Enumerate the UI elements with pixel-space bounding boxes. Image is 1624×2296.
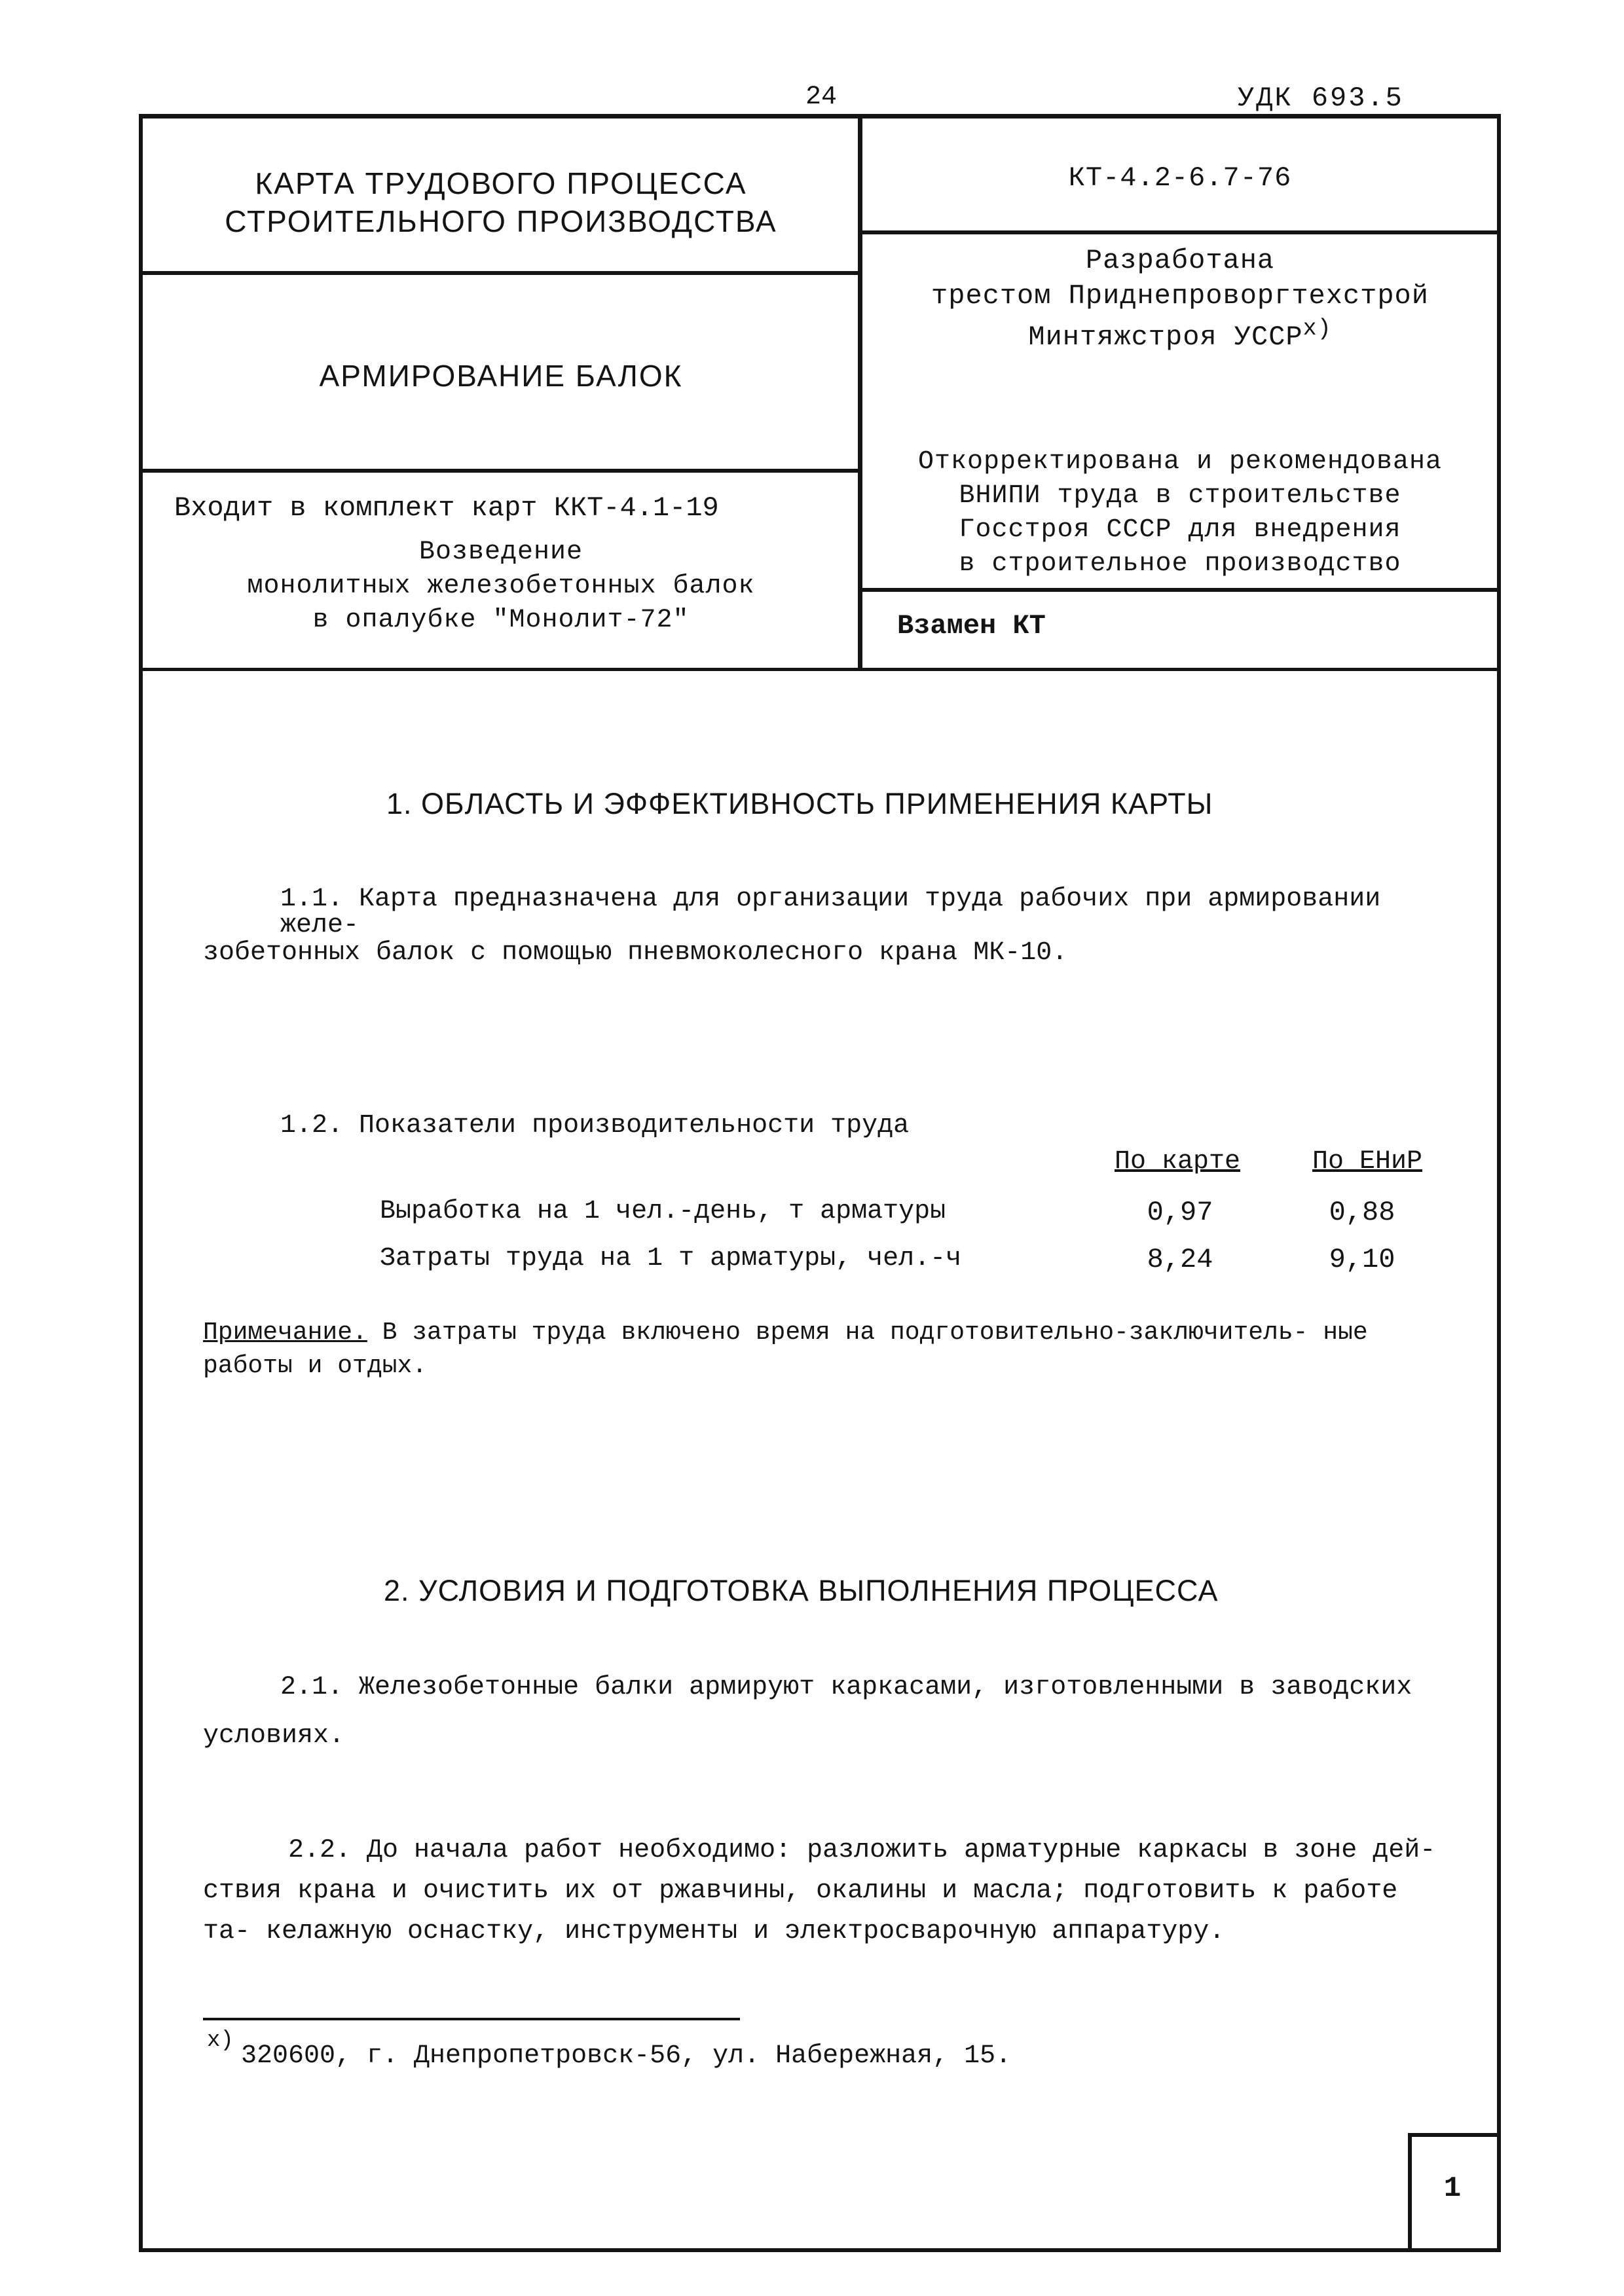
card-code: КТ-4.2-6.7-76	[1068, 162, 1292, 194]
indicator-value-enir: 0,88	[1329, 1197, 1395, 1228]
header-bottom-divider	[139, 668, 1501, 671]
paragraph-1-1: 1.1. Карта предназначена для организации труда рабочих при армировании желе-	[280, 884, 1381, 940]
card-title	[144, 165, 858, 240]
developer-line	[862, 314, 1498, 355]
footnote-reference: x)	[1302, 315, 1332, 342]
paragraph-1-1-continuation: зобетонных балок с помощью пневмоколесного крана МК-10.	[203, 938, 1068, 968]
header-divider	[858, 230, 1500, 234]
frame-top-border	[139, 114, 1501, 118]
work-title: АРМИРОВАНИЕ БАЛОК	[319, 359, 683, 393]
paragraph-1-2: 1.2. Показатели производительности труда	[280, 1111, 910, 1140]
set-desc-line: Возведение	[418, 538, 583, 567]
header-divider	[139, 469, 859, 473]
set-desc-line: в опалубке "Монолит-72"	[312, 606, 690, 635]
card-set-line: Входит в комплект карт ККТ-4.1-19	[174, 492, 719, 524]
note-text: В затраты труда включено время на подготовительно-заключитель- ные работы и отдых.	[203, 1319, 1368, 1381]
card-title-line: СТРОИТЕЛЬНОГО ПРОИЗВОДСТВА	[225, 204, 777, 238]
card-set-description	[144, 536, 858, 638]
correction-line: Госстроя СССР для внедрения	[959, 515, 1401, 545]
udc-code: УДК 693.5	[1238, 82, 1404, 114]
indicator-value-enir: 9,10	[1329, 1244, 1395, 1275]
paragraph-2-2: 2.2. До начала работ необходимо: разложить арматурные каркасы в зоне дей- ствия крана и очистить их от ржавчины, окалины и масла; подготовить к работе та- келажную оснастку, инструменты и электросварочную аппаратуру.	[203, 1836, 1436, 1946]
header-divider	[858, 588, 1500, 592]
correction-line: Откорректирована и рекомендована	[917, 447, 1443, 477]
footnote-rule	[203, 2018, 740, 2020]
frame-bottom-border	[139, 2248, 1501, 2252]
paragraph-2-1-continuation: условиях.	[203, 1721, 345, 1751]
footnote-mark: x)	[207, 2028, 234, 2053]
indicator-label: Затраты труда на 1 т арматуры, чел.-ч	[380, 1244, 962, 1273]
paragraph-2-1: 2.1. Железобетонные балки армируют каркасами, изготовленными в заводских	[280, 1673, 1412, 1702]
header-column-divider	[858, 114, 862, 670]
developer-line: Разработана	[1085, 245, 1275, 276]
footnote-text: 320600, г. Днепропетровск-56, ул. Набережная, 15.	[241, 2041, 1012, 2071]
correction-line: в строительное производство	[959, 549, 1401, 579]
developer-line: трестом Приднепроворгтехстрой	[931, 280, 1429, 312]
correction-block	[862, 445, 1498, 581]
card-title-line: КАРТА ТРУДОВОГО ПРОЦЕССА	[255, 166, 747, 200]
frame-left-border	[139, 114, 143, 2252]
page-number: 24	[805, 82, 838, 112]
developer-block	[862, 244, 1498, 355]
indicator-label: Выработка на 1 чел.-день, т арматуры	[380, 1197, 946, 1226]
developer-ministry: Минтяжстроя УССР	[1028, 321, 1303, 353]
note-label: Примечание.	[203, 1319, 367, 1347]
set-desc-line: монолитных железобетонных балок	[247, 572, 755, 601]
column-header-enir: По ЕНиР	[1312, 1147, 1423, 1176]
correction-line: ВНИПИ труда в строительстве	[959, 481, 1401, 511]
frame-right-border	[1497, 114, 1501, 2252]
section-2-heading: 2. УСЛОВИЯ И ПОДГОТОВКА ВЫПОЛНЕНИЯ ПРОЦЕССА	[384, 1574, 1219, 1607]
sheet-number: 1	[1443, 2172, 1462, 2205]
header-divider	[139, 271, 859, 275]
note	[203, 1316, 1447, 1383]
section-1-heading: 1. ОБЛАСТЬ И ЭФФЕКТИВНОСТЬ ПРИМЕНЕНИЯ КАРТЫ	[386, 787, 1213, 820]
indicator-value-card: 0,97	[1147, 1197, 1213, 1228]
column-header-card: По карте	[1115, 1147, 1241, 1176]
replaces-label: Взамен КТ	[897, 610, 1046, 642]
indicator-value-card: 8,24	[1147, 1244, 1213, 1275]
